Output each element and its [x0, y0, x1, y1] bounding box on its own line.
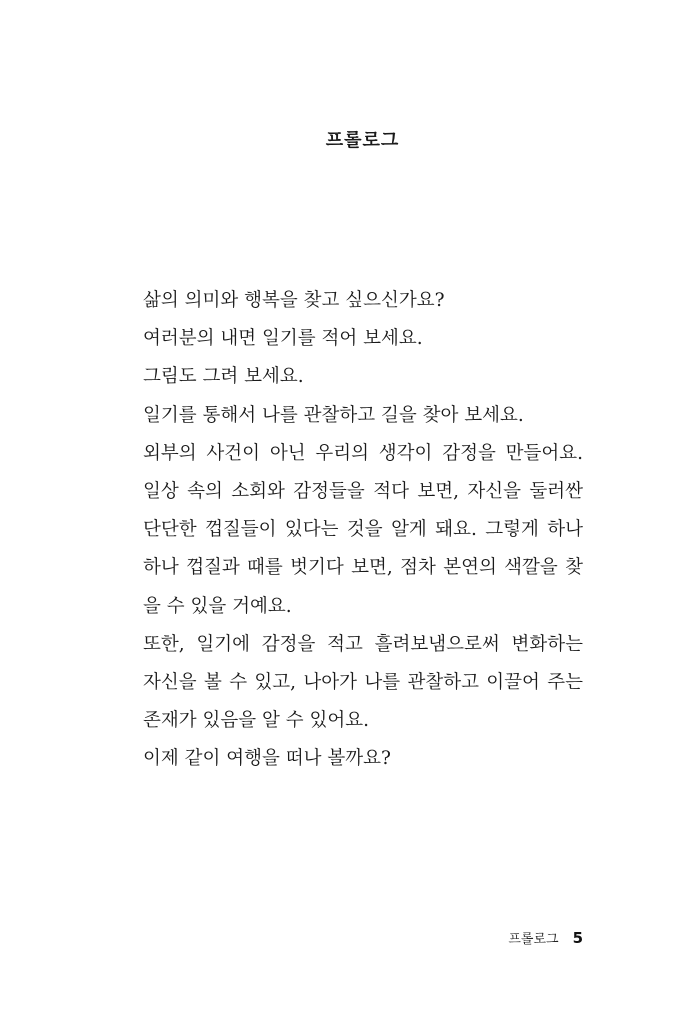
page-footer — [508, 928, 583, 947]
text-line: 일기를 통해서 나를 관찰하고 길을 찾아 보세요. — [143, 404, 524, 426]
chapter-title: 프롤로그 — [325, 130, 400, 151]
text-line: 외부의 사건이 아닌 우리의 생각이 감정을 만들어요. — [143, 442, 583, 464]
body-text — [143, 282, 583, 778]
page-number: 5 — [572, 929, 583, 947]
text-line: 여러분의 내면 일기를 적어 보세요. — [143, 328, 423, 350]
text-line: 단단한 껍질들이 있다는 것을 알게 돼요. 그렇게 하나 — [143, 519, 583, 541]
text-line: 또한, 일기에 감정을 적고 흘려보냄으로써 변화하는 — [143, 633, 583, 655]
text-line: 일상 속의 소회와 감정들을 적다 보면, 자신을 둘러싼 — [143, 480, 583, 502]
text-line: 하나 껍질과 때를 벗기다 보면, 점차 본연의 색깔을 찾 — [143, 557, 583, 579]
text-line: 이제 같이 여행을 떠나 볼까요? — [143, 748, 391, 770]
running-title: 프롤로그 — [508, 932, 559, 947]
text-line: 그림도 그려 보세요. — [143, 366, 304, 388]
text-line: 삶의 의미와 행복을 찾고 싶으신가요? — [143, 290, 445, 311]
text-line: 을 수 있을 거예요. — [143, 595, 292, 617]
text-line: 존재가 있음을 알 수 있어요. — [143, 710, 369, 732]
text-line: 자신을 볼 수 있고, 나아가 나를 관찰하고 이끌어 주는 — [143, 671, 583, 693]
